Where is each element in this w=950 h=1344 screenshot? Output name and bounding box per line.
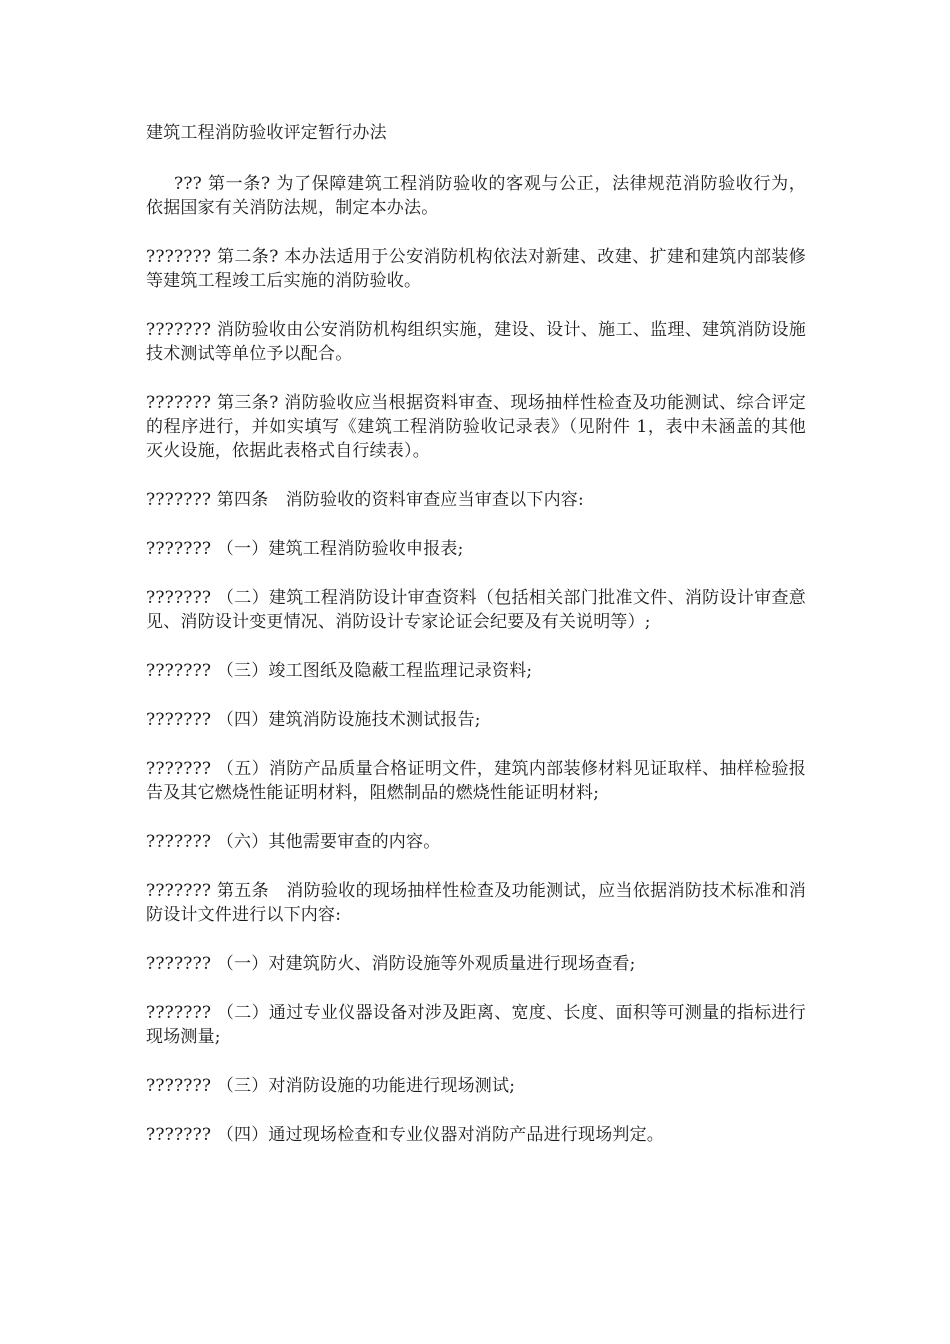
list-item-4-6: ??????? （六）其他需要审查的内容。 (146, 832, 441, 852)
paragraph-article-3: ??????? 第三条? 消防验收应当根据资料审查、现场抽样性检查及功能测试、综合评定的程序进行，并如实填写《建筑工程消防验收记录表》（见附件 1，表中未涵盖的其他灭火设施，依据此表格式自行续表）。 (146, 393, 806, 461)
paragraph-organizer: ??????? 消防验收由公安消防机构组织实施，建设、设计、施工、监理、建筑消防设施技术测试等单位予以配合。 (146, 320, 806, 364)
paragraph-article-4: ??????? 第四条 消防验收的资料审查应当审查以下内容: (146, 490, 584, 510)
list-item-4-5: ??????? （五）消防产品质量合格证明文件，建筑内部装修材料见证取样、抽样检验报告及其它燃烧性能证明材料，阻燃制品的燃烧性能证明材料; (146, 759, 806, 803)
list-item-5-3: ??????? （三）对消防设施的功能进行现场测试; (146, 1076, 516, 1096)
list-item-5-2: ??????? （二）通过专业仪器设备对涉及距离、宽度、长度、面积等可测量的指标进行现场测量; (146, 1003, 806, 1047)
list-item-4-1: ??????? （一）建筑工程消防验收申报表; (146, 539, 464, 559)
document-body (146, 121, 806, 1172)
list-item-5-1: ??????? （一）对建筑防火、消防设施等外观质量进行现场查看; (146, 954, 636, 974)
paragraph-article-1: ??? 第一条? 为了保障建筑工程消防验收的客观与公正，法律规范消防验收行为，依据国家有关消防法规，制定本办法。 (146, 174, 806, 218)
paragraph-article-5: ??????? 第五条 消防验收的现场抽样性检查及功能测试，应当依据消防技术标准和消防设计文件进行以下内容: (146, 881, 806, 925)
paragraph-article-2: ??????? 第二条? 本办法适用于公安消防机构依法对新建、改建、扩建和建筑内部装修等建筑工程竣工后实施的消防验收。 (146, 247, 806, 291)
list-item-4-2: ??????? （二）建筑工程消防设计审查资料（包括相关部门批准文件、消防设计审查意见、消防设计变更情况、消防设计专家论证会纪要及有关说明等）; (146, 588, 806, 632)
document-title: 建筑工程消防验收评定暂行办法 (146, 123, 387, 143)
list-item-4-4: ??????? （四）建筑消防设施技术测试报告; (146, 710, 481, 730)
list-item-5-4: ??????? （四）通过现场检查和专业仪器对消防产品进行现场判定。 (146, 1125, 665, 1145)
list-item-4-3: ??????? （三）竣工图纸及隐蔽工程监理记录资料; (146, 661, 533, 681)
